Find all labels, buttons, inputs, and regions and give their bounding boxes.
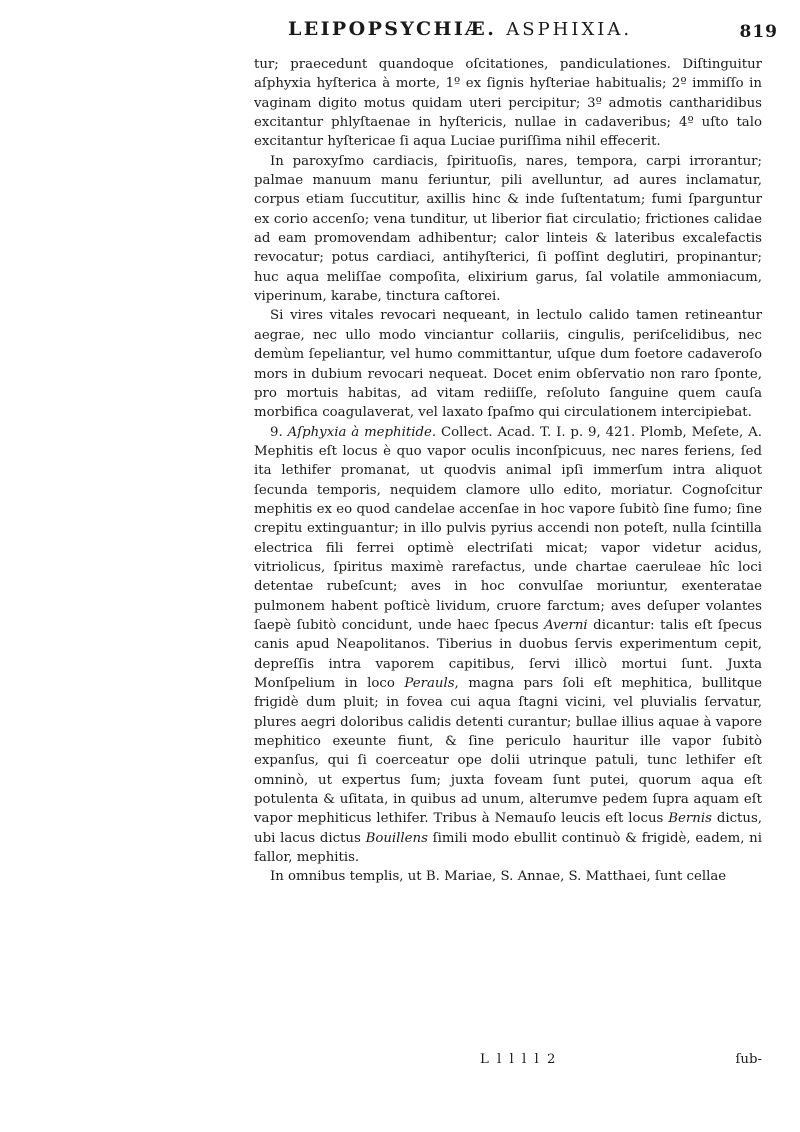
- text-run: tur; praecedunt quandoque oſcitationes, pandiculationes. Diſtinguitur aſphyxia hyſterica à morte, 1º ex ſignis hyſteriae habitualis; 2º immiſſo in vaginam digito motus quidam uteri percipitur; 3º admotis cantharidibus excitantur phlyſtaenae in hyſtericis, nullae in cadaveribus; 4º uſto talo excitantur hyſtericae ſi aqua Luciae puriſſima nihil effecerit.: [254, 57, 762, 150]
- running-head-section: ASPHIXIA.: [506, 19, 633, 40]
- running-head: [288, 18, 632, 40]
- italic-text: Bernis: [668, 811, 712, 827]
- paragraph-p4: [254, 423, 762, 868]
- italic-text: Perauls: [404, 676, 455, 691]
- text-run: , magna pars ſoli eſt mephitica, bullitque frigidè dum pluit; in fovea cui aqua ſtagni vicini, vel pluvialis ſervatur, plures aegri doloribus calidis detenti curantur; bullae illius aquae à vapore mephitico exeunte fiunt, & ſine periculo hauritur ille vapor ſubitò expanſus, qui ſi coerceatur ope dolii utrinque patuli, tunc lethifer eſt omninò, ut expertus ſum; juxta foveam ſunt putei, quorum aqua eſt potulenta & uſitata, in quibus ad unum, alterumve pedem ſupra aquam eſt vapor mephiticus lethifer. Tribus à Nemauſo leucis eſt locus: [254, 676, 763, 827]
- italic-text: Averni: [544, 617, 588, 633]
- signature-mark: L l l l l 2: [480, 1052, 558, 1067]
- paragraph-p3: [254, 306, 762, 422]
- text-run: 9.: [270, 424, 288, 440]
- text-run: In paroxyſmo cardiacis, ſpirituoſis, nares, tempora, carpi irrorantur; palmae manuum manu feriuntur, pili avelluntur, ad aures inclamatur, corpus etiam ſuccutitur, axillis hinc & inde ſuſtentatum; fumi ſparguntur ex corio accenſo; vena tunditur, ut liberior fiat circulatio; frictiones calidae ad eam promovendam adhibentur; calor linteis & lateribus excalefactis revocatur; potus cardiaci, antihyſterici, ſi poſſint deglutiri, propinantur; huc aqua meliſſae compoſita, elixirium garus, ſal volatile ammoniacum, viperinum, karabe, tinctura caſtorei.: [254, 153, 762, 305]
- text-run: Si vires vitales revocari nequeant, in lectulo calido tamen retineantur aegrae, nec ullo modo vinciantur collariis, cingulis, periſcelidibus, nec demùm ſepeliantur, vel humo committantur, uſque dum foetore cadaveroſo mors in dubium revocari nequeat. Docet enim obſervatio non raro ſponte, pro mortuis habitas, ad vitam rediiſſe, reſoluto ſanguine quem cauſa morbifica coagulaverat, vel laxato ſpaſmo qui circulationem intercipiebat.: [254, 308, 762, 421]
- italic-text: Bouillens: [365, 830, 428, 846]
- body-text: [254, 55, 762, 887]
- text-run: dictus, ubi lacus dictus: [254, 811, 762, 846]
- text-run: dicantur: talis eſt ſpecus canis apud Neapolitanos. Tiberius in duobus ſervis experimentum cepit, depreſſis intra vaporem capitibus, ſervi illicò mortui ſunt. Juxta Monſpelium in loco: [254, 617, 762, 691]
- paragraph-p2: [254, 152, 762, 307]
- italic-text: Aſphyxia à mephitide.: [287, 424, 437, 440]
- catchword: ſub-: [735, 1052, 762, 1067]
- paragraph-p1: [254, 55, 762, 152]
- paragraph-p5: [254, 867, 762, 886]
- text-run: In omnibus templis, ut B. Mariae, S. Annae, S. Matthaei, ſunt cellae: [270, 869, 727, 885]
- page-footer: [254, 1052, 762, 1074]
- text-run: ſimili modo ebullit continuò & frigidè, eadem, ni fallor, mephitis.: [254, 830, 762, 866]
- page-header: [288, 18, 778, 54]
- text-run: Collect. Acad. T. I. p. 9, 421. Plomb, Meſete, A. Mephitis eſt locus è quo vapor oculis inconſpicuus, nec nares feriens, ſed ita lethifer promanat, ut quodvis animal ipſi immerſum intra aliquot ſecunda temporis, nequidem clamore ullo edito, moriatur. Cognoſcitur mephitis ex eo quod candelae accenſae in hoc vapore ſubitò ſine fumo; ſine crepitu extinguantur; in illo pulvis pyrius accendi non poteſt, nulla ſcintilla electrica fili ferrei optimè electriſati micat; vapor videtur acidus, vitriolicus, ſpiritus maximè rarefactus, unde chartae caeruleae hîc loci detentae rubeſcunt; aves in hoc convulſae moriuntur, exenteratae pulmonem habent poſticè lividum, cruore farctum; aves deſuper volantes ſaepè ſubitò concidunt, unde haec ſpecus: [254, 424, 762, 633]
- running-head-title: LEIPOPSYCHIÆ.: [288, 18, 497, 40]
- page-number: 819: [739, 22, 778, 42]
